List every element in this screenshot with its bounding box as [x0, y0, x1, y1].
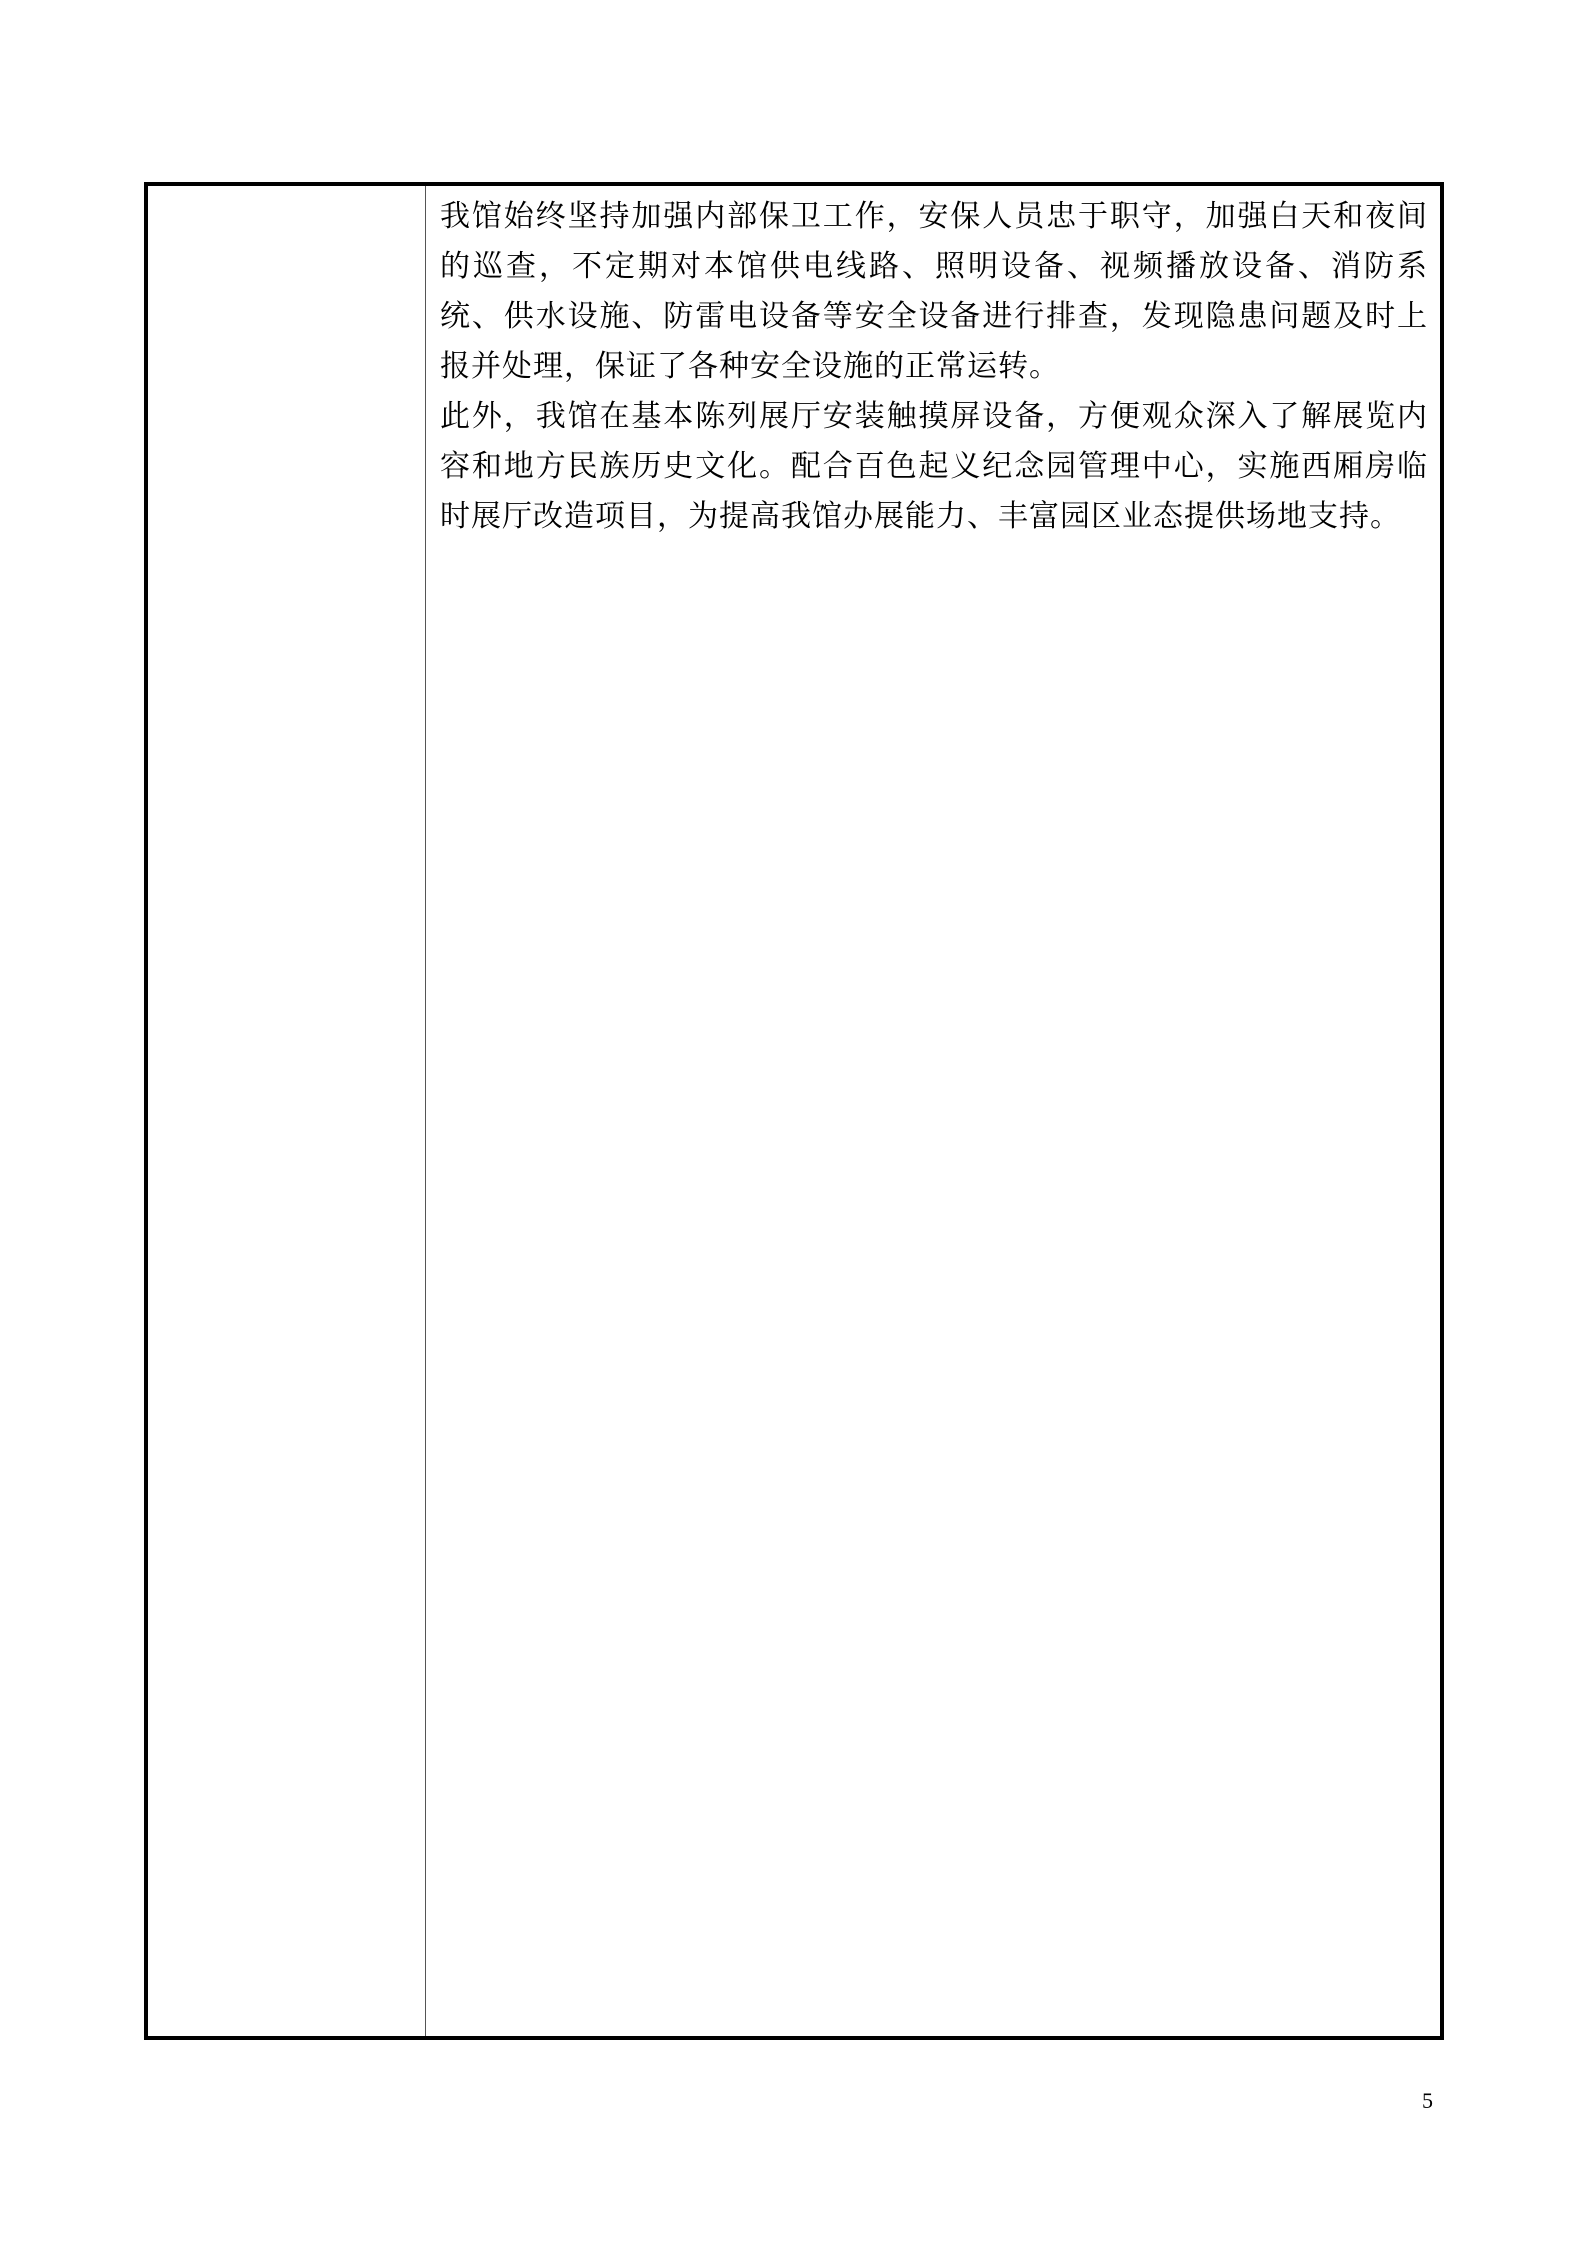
table-content-cell — [426, 186, 1440, 2036]
paragraph-security: 我馆始终坚持加强内部保卫工作，安保人员忠于职守，加强白天和夜间的巡查，不定期对本馆供电线路、照明设备、视频播放设备、消防系统、供水设施、防雷电设备等安全设备进行排查，发现隐患问题及时上报并处理，保证了各种安全设施的正常运转。 — [440, 199, 1428, 384]
page-number: 5 — [1422, 2088, 1433, 2113]
table-label-cell — [148, 186, 426, 2036]
paragraph-exhibition: 此外，我馆在基本陈列展厅安装触摸屏设备，方便观众深入了解展览内容和地方民族历史文化。配合百色起义纪念园管理中心，实施西厢房临时展厅改造项目，为提高我馆办展能力、丰富园区业态提供场地支持。 — [440, 399, 1428, 534]
report-table — [144, 182, 1444, 2040]
